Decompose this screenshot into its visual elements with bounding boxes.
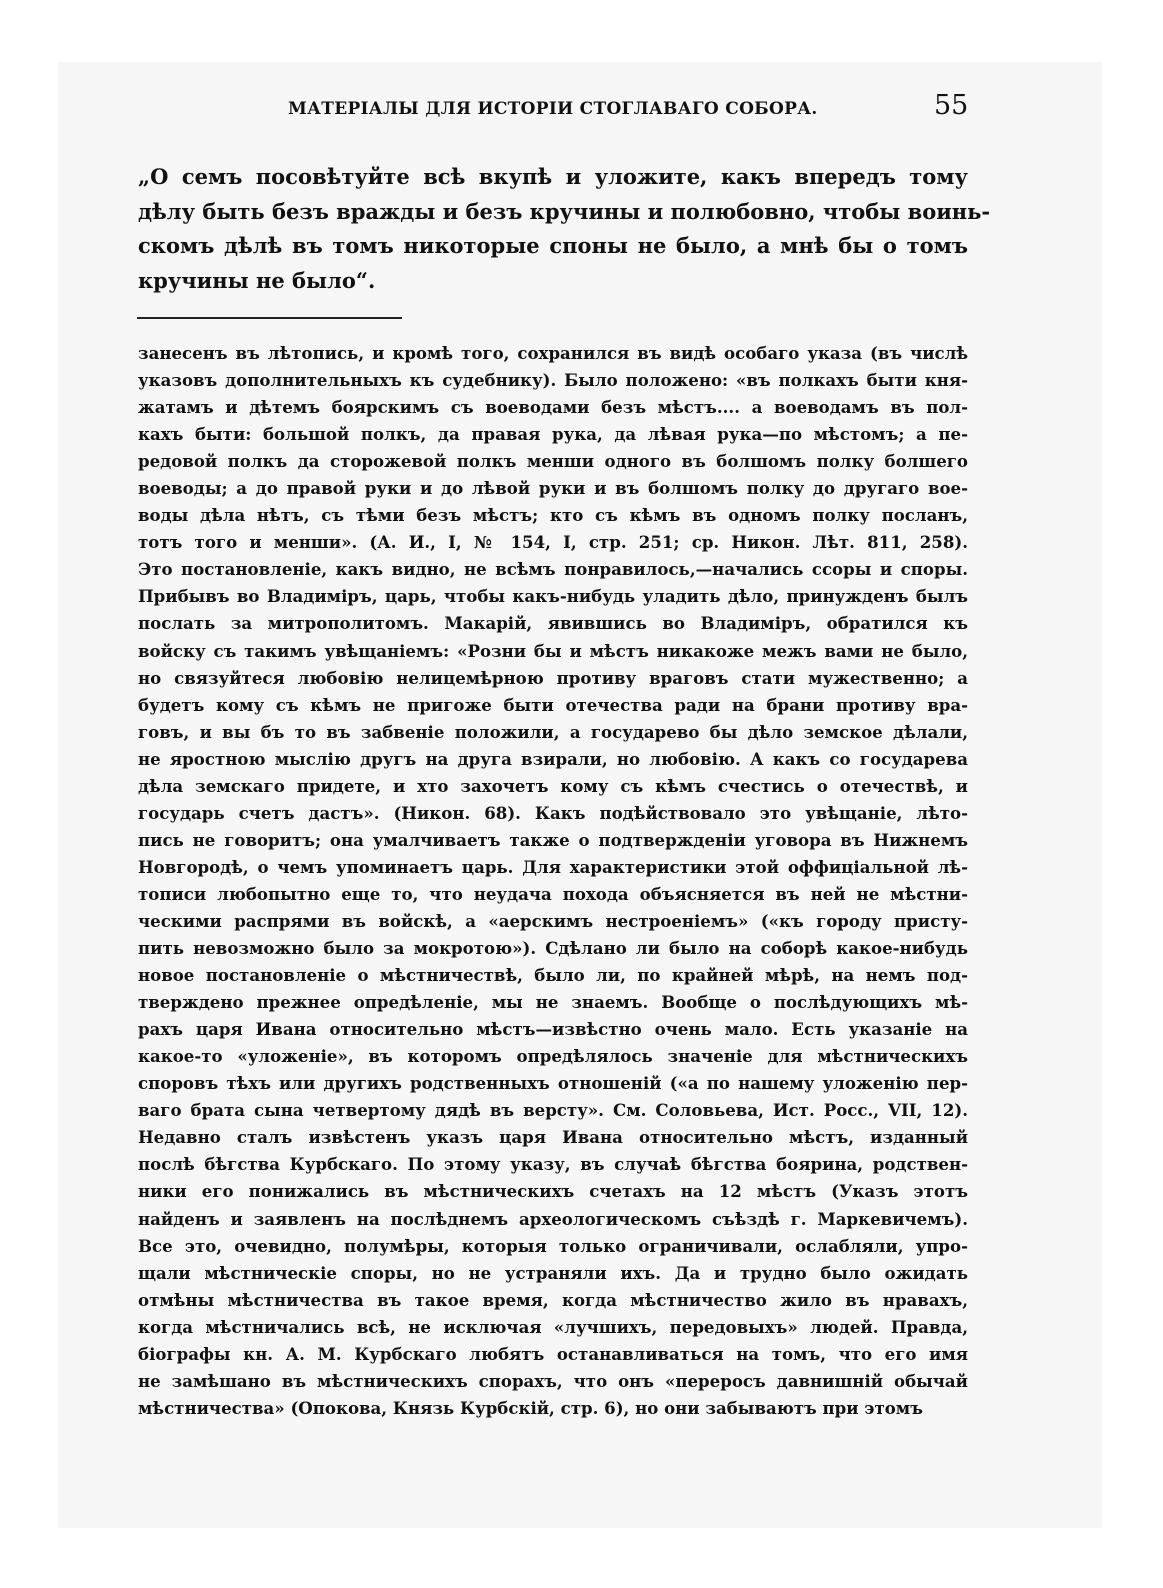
footnote-line: Недавно сталъ извѣстенъ указъ царя Ивана относительно мѣстъ, изданный bbox=[138, 1127, 968, 1148]
footnote-line: найденъ и заявленъ на послѣднемъ археологическомъ съѣздѣ г. Маркевичемъ). bbox=[138, 1208, 968, 1229]
footnote-line: кахъ быти: большой полкъ, да правая рука, да лѣвая рука—по мѣстомъ; а пе- bbox=[138, 424, 968, 445]
footnote-line: воеводы; а до правой руки и до лѣвой руки и въ болшомъ полку до другаго вое- bbox=[138, 478, 968, 499]
footnote-line: государь счетъ дастъ». (Никон. 68). Какъ подѣйствовало это увѣщаніе, лѣто- bbox=[138, 802, 968, 823]
footnote-line: тописи любопытно еще то, что неудача похода объясняется въ ней не мѣстни- bbox=[138, 883, 968, 904]
footnote-line: біографы кн. А. М. Курбскаго любятъ останавливаться на томъ, что его имя bbox=[138, 1343, 968, 1364]
footnote-line: дѣла земскаго придете, и хто захочетъ кому съ кѣмъ счестись о отечествѣ, и bbox=[138, 775, 968, 796]
footnote-line: тотъ того и менши». (А. И., I, № 154, I, стр. 251; ср. Никон. Лѣт. 811, 258). bbox=[138, 532, 968, 553]
footnote-line: но связуйтеся любовію нелицемѣрною противу враговъ стати мужественно; а bbox=[138, 667, 968, 688]
quote-block bbox=[138, 160, 991, 298]
quote-line: скомъ дѣлѣ въ томъ никоторые споны не было, а мнѣ бы о томъ bbox=[138, 233, 968, 258]
footnote-line: когда мѣстничались всѣ, не исключая «лучшихъ, передовыхъ» людей. Правда, bbox=[138, 1316, 968, 1337]
footnote-separator bbox=[137, 317, 402, 319]
footnote-line: рахъ царя Ивана относительно мѣстъ—извѣстно очень мало. Есть указаніе на bbox=[138, 1019, 968, 1040]
footnote-line: не яростною мыслію другъ на друга взирали, но любовію. А какъ со государева bbox=[138, 748, 968, 769]
footnote-line: ники его понижались въ мѣстническихъ счетахъ на 12 мѣстъ (Указъ этотъ bbox=[138, 1181, 968, 1202]
footnote-line: Прибывъ во Владиміръ, царь, чтобы какъ-нибудь уладить дѣло, принужденъ былъ bbox=[138, 586, 968, 607]
footnote-line: Новгородѣ, о чемъ упоминаетъ царь. Для характеристики этой оффиціальной лѣ- bbox=[138, 856, 968, 877]
footnote-line: пить невозможно было за мокротою»). Сдѣлано ли было на соборѣ какое-нибудь bbox=[138, 938, 968, 959]
quote-line: дѣлу быть безъ вражды и безъ кручины и полюбовно, чтобы воинь- bbox=[138, 198, 991, 224]
footnote-line: ваго брата сына четвертому дядѣ въ версту». См. Соловьева, Ист. Росс., VII, 12). bbox=[138, 1100, 968, 1121]
footnote-line: говъ, и вы бъ то въ забвеніе положили, а государево бы дѣло земское дѣлали, bbox=[138, 721, 968, 742]
footnote-line: мѣстничества» (Опокова, Князь Курбскій, стр. 6), но они забываютъ при этомъ bbox=[138, 1397, 923, 1418]
footnote-line: тверждено прежнее опредѣленіе, мы не знаемъ. Вообще о послѣдующихъ мѣ- bbox=[138, 992, 968, 1013]
footnote-line: воды дѣла нѣтъ, съ тѣми безъ мѣстъ; кто съ кѣмъ въ одномъ полку посланъ, bbox=[138, 505, 968, 526]
footnote-line: указовъ дополнительныхъ къ судебнику). Было положено: «въ полкахъ быти кня- bbox=[138, 370, 968, 391]
footnote-line: жатамъ и дѣтемъ боярскимъ съ воеводами безъ мѣстъ.... а воеводамъ въ пол- bbox=[138, 397, 968, 418]
footnote-line: послать за митрополитомъ. Макарій, явившись во Владиміръ, обратился къ bbox=[138, 613, 968, 634]
footnote-line: будетъ кому съ кѣмъ не пригоже быти отечества ради на брани противу вра- bbox=[138, 694, 968, 715]
footnote-line: послѣ бѣгства Курбскаго. По этому указу, въ случаѣ бѣгства боярина, родствен- bbox=[138, 1154, 968, 1175]
footnote-line: ческими распрями въ войскѣ, а «аерскимъ нестроеніемъ» («къ городу присту- bbox=[138, 910, 968, 931]
footnote-line: редовой полкъ да сторожевой полкъ менши одного въ болшомъ полку болшего bbox=[138, 451, 968, 472]
footnote-line: занесенъ въ лѣтопись, и кромѣ того, сохранился въ видѣ особаго указа (въ числѣ bbox=[138, 343, 968, 363]
quote-line: „О семъ посовѣтуйте всѣ вкупѣ и уложите, какъ впередъ тому bbox=[138, 164, 968, 189]
footnote-line: Все это, очевидно, полумѣры, которыя только ограничивали, ослабляли, упро- bbox=[138, 1235, 968, 1256]
footnote-block bbox=[138, 340, 968, 1422]
footnote-line: Это постановленіе, какъ видно, не всѣмъ понравилось,—начались ссоры и споры. bbox=[138, 559, 968, 580]
footnote-line: споровъ тѣхъ или другихъ родственныхъ отношеній («а по нашему уложенію пер- bbox=[138, 1073, 968, 1094]
running-header: МАТЕРІАЛЫ ДЛЯ ИСТОРІИ СТОГЛАВАГО СОБОРА. bbox=[288, 99, 818, 119]
footnote-line: не замѣшано въ мѣстническихъ спорахъ, что онъ «переросъ давнишній обычай bbox=[138, 1370, 968, 1391]
page-number: 55 bbox=[934, 90, 969, 121]
quote-line: кручины не было“. bbox=[138, 267, 376, 293]
footnote-line: щали мѣстническіе споры, но не устраняли ихъ. Да и трудно было ожидать bbox=[138, 1262, 968, 1283]
footnote-line: войску съ такимъ увѣщаніемъ: «Розни бы и мѣстъ никакоже межъ вами не было, bbox=[138, 640, 968, 661]
footnote-line: какое-то «уложеніе», въ которомъ опредѣлялось значеніе для мѣстническихъ bbox=[138, 1046, 968, 1067]
footnote-line: пись не говоритъ; она умалчиваетъ также о подтвержденіи уговора въ Нижнемъ bbox=[138, 829, 968, 850]
footnote-line: отмѣны мѣстничества въ такое время, когда мѣстничество жило въ нравахъ, bbox=[138, 1289, 968, 1310]
footnote-line: новое постановленіе о мѣстничествѣ, было ли, по крайней мѣрѣ, на немъ под- bbox=[138, 965, 968, 986]
